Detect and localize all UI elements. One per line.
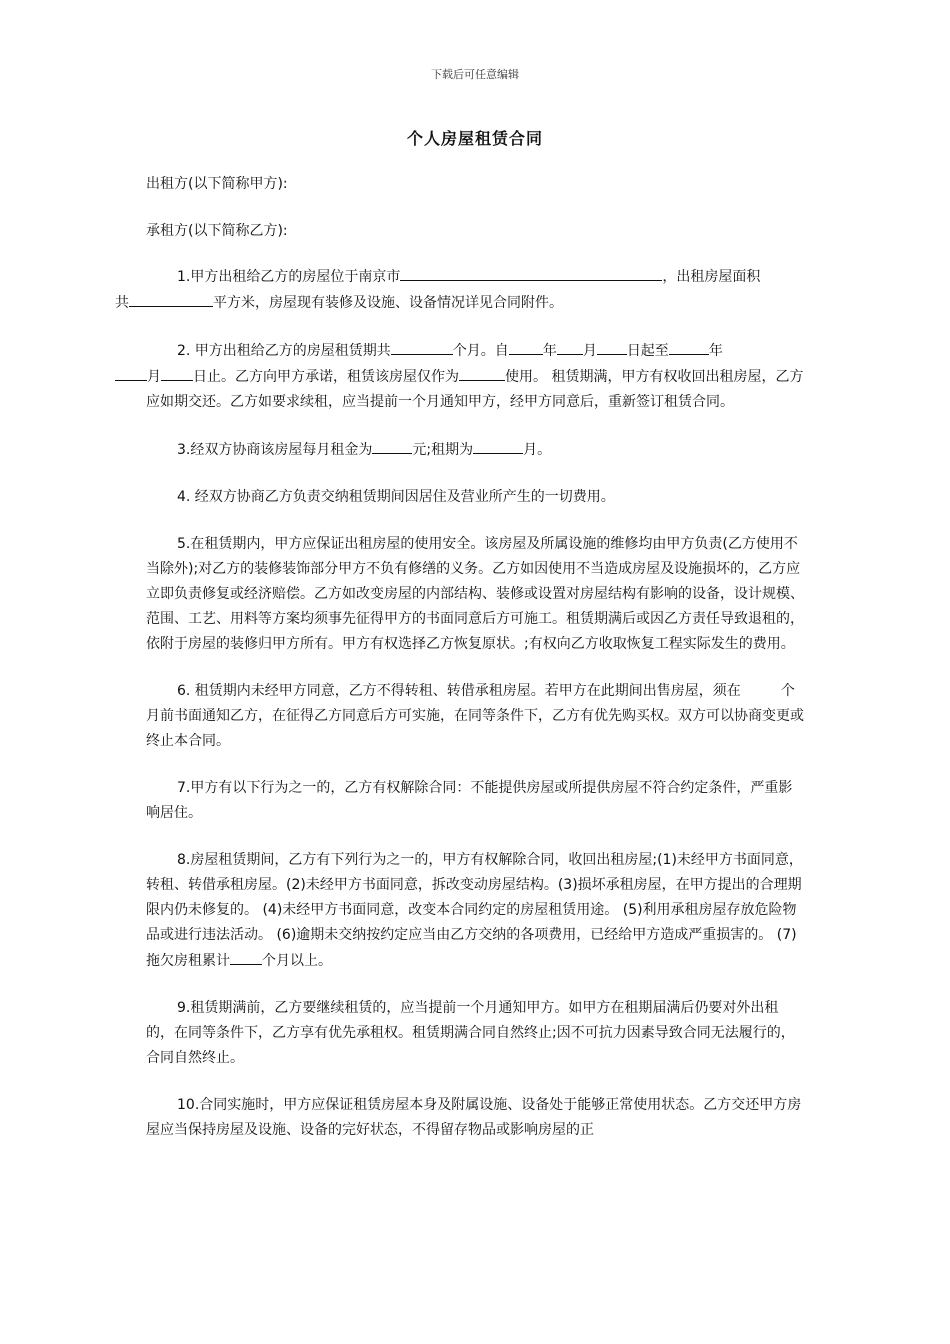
arrears-months-blank — [230, 948, 262, 965]
term-months-blank — [391, 338, 453, 355]
start-month-blank — [557, 338, 583, 355]
area-blank — [129, 290, 213, 307]
rent-term-blank — [473, 437, 523, 454]
clause-8: 8.房屋租赁期间，乙方有下列行为之一的，甲方有权解除合同，收回出租房屋;(1)未经甲方书面同意，转租、转借承租房屋。(2)未经甲方书面同意，拆改变动房屋结构。(3)损坏承租房屋，在甲方提出的合理期限内仍未修复的。 (4)未经甲方书面同意，改变本合同约定的房屋租赁用途。 (5)利用承租房屋存放危险物品或进行违法活动。 (6)逾期未交纳按约定应当由乙方交纳的各项费用，已经给甲方造成严重损害的。 (7)拖欠房租累计 个月以上。 — [146, 852, 803, 969]
usage-blank — [459, 364, 505, 381]
clause-3: 3.经双方协商该房屋每月租金为 元;租期为 月。 — [146, 437, 806, 463]
clause-7: 7.甲方有以下行为之一的，乙方有权解除合同：不能提供房屋或所提供房屋不符合约定条件，严重影响居住。 — [146, 780, 793, 821]
clause-1: 1.甲方出租给乙方的房屋位于南京市 ，出租房屋面积 共 平方米，房屋现有装修及设施、设备情况详见合同附件。 — [146, 264, 806, 316]
lessee-line: 承租方(以下简称乙方): — [146, 223, 288, 239]
clause-2: 2. 甲方出租给乙方的房屋租赁期共 个月。自 年 月 日起至 年 月 日止。乙方向甲方承诺，租赁该房屋仅作为 使用。 租赁期满，甲方有权收回出租房屋，乙方应如期交还。乙方如要求续租，应当提前一个月通知甲方，经甲方同意后，重新签订租赁合同。 — [146, 338, 806, 415]
end-month-blank — [115, 364, 147, 381]
end-day-blank — [161, 364, 193, 381]
address-blank — [400, 264, 662, 281]
rent-blank — [372, 437, 412, 454]
header-note: 下载后可任意编辑 — [431, 68, 519, 81]
end-year-blank — [669, 338, 709, 355]
clause-10: 10.合同实施时，甲方应保证租赁房屋本身及附属设施、设备处于能够正常使用状态。乙方交还甲方房屋应当保持房屋及设施、设备的完好状态，不得留存物品或影响房屋的正 — [146, 1097, 802, 1138]
clause-6: 6. 租赁期内未经甲方同意，乙方不得转租、转借承租房屋。若甲方在此期间出售房屋，须在 个月前书面通知乙方，在征得乙方同意后方可实施，在同等条件下，乙方有优先购买权。双方可以协商变更或终止本合同。 — [146, 683, 804, 749]
document-title: 个人房屋租赁合同 — [406, 129, 543, 148]
clause-9: 9.租赁期满前，乙方要继续租赁的，应当提前一个月通知甲方。如甲方在租期届满后仍要对外出租的，在同等条件下，乙方享有优先承租权。租赁期满合同自然终止;因不可抗力因素导致合同无法履行的，合同自然终止。 — [146, 1000, 795, 1066]
lessor-line: 出租方(以下简称甲方): — [146, 176, 288, 192]
clause-4: 4. 经双方协商乙方负责交纳租赁期间因居住及营业所产生的一切费用。 — [177, 489, 615, 505]
clause-5: 5.在租赁期内，甲方应保证出租房屋的使用安全。该房屋及所属设施的维修均由甲方负责(乙方使用不当除外);对乙方的装修装饰部分甲方不负有修缮的义务。乙方如因使用不当造成房屋及设施损坏的，乙方应立即负责修复或经济赔偿。乙方如改变房屋的内部结构、装修或设置对房屋结构有影响的设备，设计规模、范围、工艺、用料等方案均须事先征得甲方的书面同意后方可施工。租赁期满后或因乙方责任导致退租的，依附于房屋的装修归甲方所有。甲方有权选择乙方恢复原状。;有权向乙方收取恢复工程实际发生的费用。 — [146, 536, 804, 652]
start-day-blank — [597, 338, 627, 355]
start-year-blank — [509, 338, 543, 355]
contract-body — [115, 172, 806, 1165]
